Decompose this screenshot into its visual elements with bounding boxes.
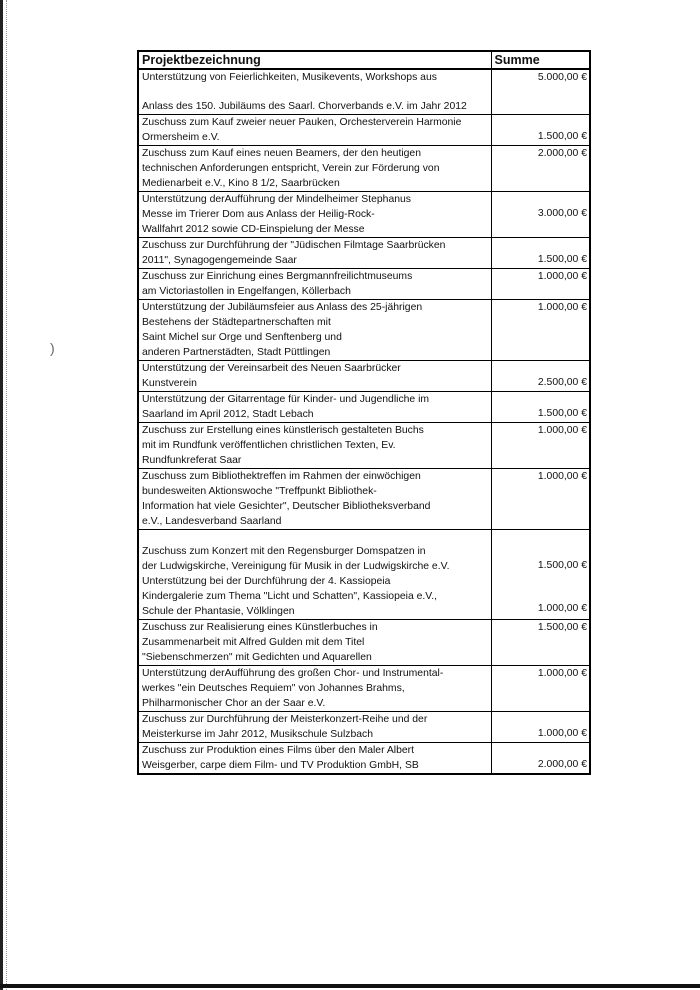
- description-line: Zuschuss zum Konzert mit den Regensburger Domspatzen in: [142, 546, 426, 557]
- project-description-cell: [138, 712, 491, 743]
- amount-cell: [491, 423, 590, 469]
- description-line: Unterstützung der Jubiläumsfeier aus Anlass des 25-jährigen: [142, 302, 423, 313]
- description-line: Zuschuss zum Kauf zweier neuer Pauken, Orchesterverein Harmonie: [142, 117, 462, 128]
- amount-cell: [491, 620, 590, 666]
- amount-gap: [495, 544, 588, 558]
- amount-cell: [491, 666, 590, 712]
- table-row: [138, 392, 590, 423]
- amount-value: 1.500,00 €: [537, 131, 587, 142]
- table-row: [138, 192, 590, 238]
- description-line: Zusammenarbeit mit Alfred Gulden mit dem Titel: [142, 637, 365, 648]
- description-line: Saint Michel sur Orge und Senftenberg und: [142, 332, 342, 343]
- description-line: Messe im Trierer Dom aus Anlass der Heilig-Rock-: [142, 209, 375, 220]
- table-row: [138, 712, 590, 743]
- table-body: [138, 69, 590, 774]
- description-line: mit im Rundfunk veröffentlichen christlichen Texten, Ev.: [142, 440, 396, 451]
- description-line: Zuschuss zum Bibliothektreffen im Rahmen der einwöchigen: [142, 471, 421, 482]
- amount-cell: [491, 469, 590, 530]
- description-line: Ormersheim e.V.: [142, 132, 220, 143]
- table-row: [138, 666, 590, 712]
- amount-value: 1.000,00 €: [537, 425, 587, 436]
- description-line: der Ludwigskirche, Vereinigung für Musik in der Ludwigskirche e.V.: [142, 561, 450, 572]
- amount-value: 1.500,00 €: [537, 408, 587, 419]
- amount-gap: [495, 743, 588, 757]
- project-description-cell: [138, 238, 491, 269]
- amount-value: 2.000,00 €: [537, 148, 587, 159]
- project-description-cell: [138, 392, 491, 423]
- amount-cell: [491, 300, 590, 361]
- page-edge-rule: [0, 0, 3, 990]
- amount-value: 1.000,00 €: [537, 271, 587, 282]
- amount-gap: [495, 712, 588, 726]
- table-row: [138, 300, 590, 361]
- project-description-cell: [138, 469, 491, 530]
- amount-value: 1.500,00 €: [537, 622, 587, 633]
- amount-value: 2.000,00 €: [537, 759, 587, 770]
- margin-bracket-mark: ): [50, 340, 55, 356]
- table-row: [138, 620, 590, 666]
- amount-gap: [495, 115, 588, 129]
- funding-table: [137, 50, 591, 775]
- amount-cell: [491, 192, 590, 238]
- funding-table-container: [137, 50, 589, 775]
- amount-cell: [491, 115, 590, 146]
- description-line: Philharmonischer Chor an der Saar e.V.: [142, 698, 326, 709]
- header-project: Projektbezeichnung: [138, 51, 491, 69]
- amount-gap: [495, 238, 588, 252]
- project-description-cell: [138, 115, 491, 146]
- amount-gap: [495, 361, 588, 375]
- amount-gap: [495, 392, 588, 406]
- table-row: [138, 743, 590, 775]
- amount-cell: [491, 146, 590, 192]
- amount-cell: [491, 238, 590, 269]
- project-description-cell: [138, 269, 491, 300]
- description-line: Rundfunkreferat Saar: [142, 455, 242, 466]
- description-line: Unterstützung der Gitarrentage für Kinder- und Jugendliche im: [142, 394, 430, 405]
- description-line: "Siebenschmerzen" mit Gedichten und Aquarellen: [142, 652, 372, 663]
- description-line: Zuschuss zur Realisierung eines Künstlerbuches in: [142, 622, 378, 633]
- amount-cell: [491, 530, 590, 620]
- description-line: Unterstützung von Feierlichkeiten, Musikevents, Workshops aus: [142, 72, 437, 83]
- description-line: anderen Partnerstädten, Stadt Püttlingen: [142, 347, 331, 358]
- description-line: Zuschuss zur Durchführung der "Jüdischen Filmtage Saarbrücken: [142, 240, 446, 251]
- description-line: Medienarbeit e.V., Kino 8 1/2, Saarbrücken: [142, 178, 340, 189]
- amount-gap: [495, 192, 588, 206]
- amount-value: 1.000,00 €: [537, 728, 587, 739]
- description-gap: [142, 530, 488, 544]
- project-description-cell: [138, 620, 491, 666]
- description-line: 2011", Synagogengemeinde Saar: [142, 255, 297, 266]
- table-row: [138, 115, 590, 146]
- amount-value: 1.500,00 €: [537, 560, 587, 571]
- description-line: Weisgerber, carpe diem Film- und TV Produktion GmbH, SB: [142, 760, 419, 771]
- amount-value: 5.000,00 €: [537, 72, 587, 83]
- table-row: [138, 530, 590, 620]
- project-description-cell: [138, 666, 491, 712]
- table-row: [138, 146, 590, 192]
- project-description-cell: [138, 69, 491, 115]
- header-sum: Summe: [491, 51, 590, 69]
- table-row: [138, 238, 590, 269]
- description-line: Kunstverein: [142, 378, 197, 389]
- amount-value: 1.000,00 €: [537, 471, 587, 482]
- description-line: Zuschuss zur Durchführung der Meisterkonzert-Reihe und der: [142, 714, 428, 725]
- description-line: Zuschuss zum Kauf eines neuen Beamers, der den heutigen: [142, 148, 421, 159]
- page-bottom-rule: [0, 984, 700, 988]
- amount-value: 1.000,00 €: [537, 302, 587, 313]
- description-line: Zuschuss zur Produktion eines Films über den Maler Albert: [142, 745, 415, 756]
- amount-gap: [495, 573, 588, 587]
- description-line: Kindergalerie zum Thema "Licht und Schatten", Kassiopeia e.V.,: [142, 591, 438, 602]
- table-row: [138, 469, 590, 530]
- amount-value: 1.500,00 €: [537, 254, 587, 265]
- amount-cell: [491, 743, 590, 775]
- table-header-row: [138, 51, 590, 69]
- description-line: Unterstützung derAufführung des großen Chor- und Instrumental-: [142, 668, 444, 679]
- scan-margin-line: [6, 0, 7, 990]
- description-line: Schule der Phantasie, Völklingen: [142, 606, 295, 617]
- amount-cell: [491, 269, 590, 300]
- description-line: Zuschuss zur Einrichung eines Bergmannfreilichtmuseums: [142, 271, 413, 282]
- project-description-cell: [138, 361, 491, 392]
- project-description-cell: [138, 743, 491, 775]
- description-line: Bestehens der Städtepartnerschaften mit: [142, 317, 331, 328]
- description-line: e.V., Landesverband Saarland: [142, 516, 282, 527]
- amount-gap: [495, 587, 588, 601]
- amount-cell: [491, 361, 590, 392]
- description-line: Meisterkurse im Jahr 2012, Musikschule Sulzbach: [142, 729, 373, 740]
- description-line: Wallfahrt 2012 sowie CD-Einspielung der Messe: [142, 224, 365, 235]
- description-line: Unterstützung bei der Durchführung der 4. Kassiopeia: [142, 576, 391, 587]
- project-description-cell: [138, 530, 491, 620]
- description-line: am Victoriastollen in Engelfangen, Köllerbach: [142, 286, 351, 297]
- description-line: Zuschuss zur Erstellung eines künstlerisch gestalteten Buchs: [142, 425, 424, 436]
- description-line: Anlass des 150. Jubiläums des Saarl. Chorverbands e.V. im Jahr 2012: [142, 101, 467, 112]
- amount-value: 1.000,00 €: [537, 668, 587, 679]
- description-gap: [142, 85, 488, 99]
- amount-cell: [491, 69, 590, 115]
- description-line: technischen Anforderungen entspricht, Verein zur Förderung von: [142, 163, 440, 174]
- table-row: [138, 423, 590, 469]
- project-description-cell: [138, 146, 491, 192]
- project-description-cell: [138, 423, 491, 469]
- amount-value: 1.000,00 €: [537, 603, 587, 614]
- description-line: Unterstützung derAufführung der Mindelheimer Stephanus: [142, 194, 411, 205]
- description-line: Information hat viele Gesichter", Deutscher Bibliotheksverband: [142, 501, 431, 512]
- amount-value: 2.500,00 €: [537, 377, 587, 388]
- amount-gap: [495, 530, 588, 544]
- amount-cell: [491, 712, 590, 743]
- amount-cell: [491, 392, 590, 423]
- table-row: [138, 269, 590, 300]
- table-row: [138, 69, 590, 115]
- description-line: Unterstützung der Vereinsarbeit des Neuen Saarbrücker: [142, 363, 401, 374]
- description-line: werkes "ein Deutsches Requiem" von Johannes Brahms,: [142, 683, 405, 694]
- project-description-cell: [138, 300, 491, 361]
- table-row: [138, 361, 590, 392]
- amount-value: 3.000,00 €: [537, 208, 587, 219]
- project-description-cell: [138, 192, 491, 238]
- description-line: bundesweiten Aktionswoche "Treffpunkt Bibliothek-: [142, 486, 377, 497]
- description-line: Saarland im April 2012, Stadt Lebach: [142, 409, 314, 420]
